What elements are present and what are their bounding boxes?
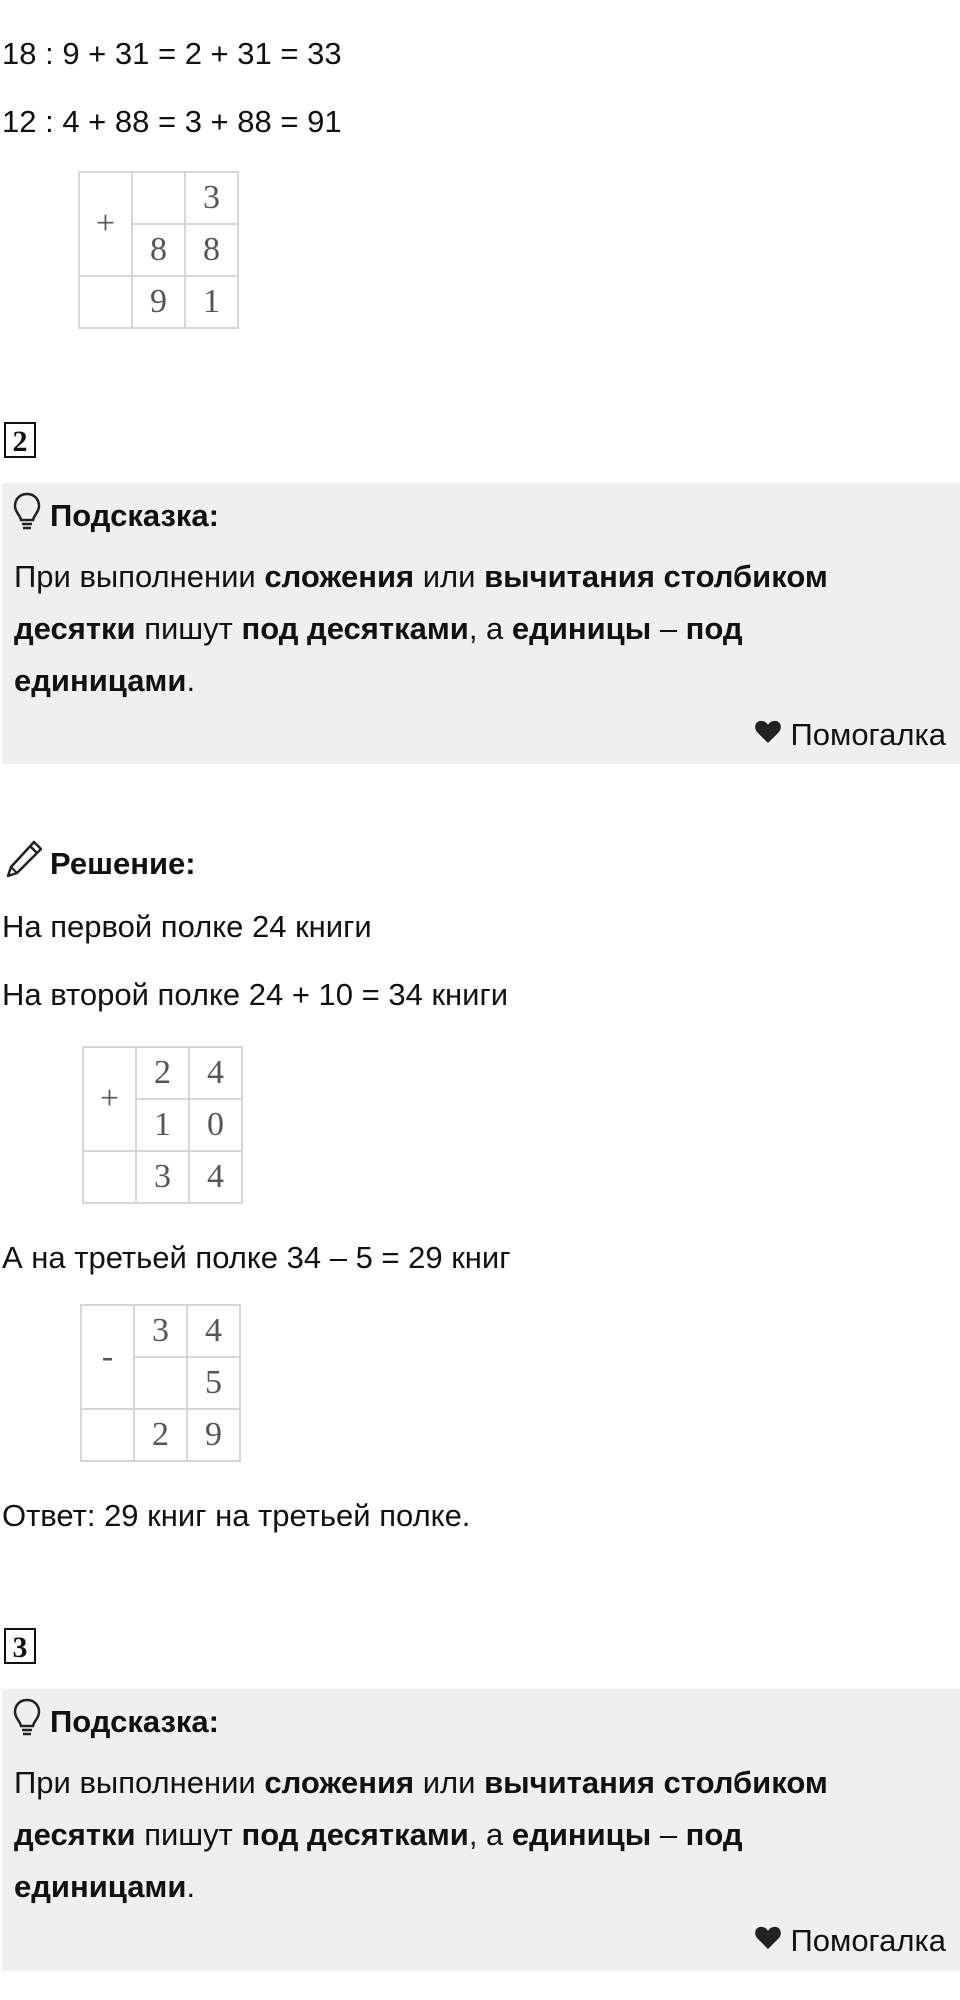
pencil-icon bbox=[4, 838, 44, 890]
credit-label: Помогалка bbox=[790, 1923, 946, 1958]
result-cell: 3 bbox=[136, 1151, 189, 1203]
column-subtraction-grid bbox=[80, 1304, 241, 1462]
empty-cell bbox=[81, 1409, 134, 1461]
hint-title-text: Подсказка: bbox=[50, 498, 219, 533]
column-addition-grid-2 bbox=[82, 1046, 243, 1204]
credit-label: Помогалка bbox=[790, 717, 946, 752]
task-number-2: 2 bbox=[4, 422, 36, 458]
credit-link[interactable] bbox=[754, 715, 946, 755]
digit-cell: 8 bbox=[132, 224, 185, 276]
credit-link[interactable] bbox=[754, 1921, 946, 1961]
digit-cell: 3 bbox=[134, 1305, 187, 1357]
result-cell: 9 bbox=[187, 1409, 240, 1461]
digit-cell: 4 bbox=[187, 1305, 240, 1357]
empty-cell bbox=[79, 276, 132, 328]
digit-cell bbox=[132, 172, 185, 224]
column-addition-grid-1 bbox=[78, 171, 239, 329]
result-cell: 1 bbox=[185, 276, 238, 328]
result-cell: 2 bbox=[134, 1409, 187, 1461]
heart-icon bbox=[754, 715, 782, 755]
result-cell: 4 bbox=[189, 1151, 242, 1203]
lightbulb-icon bbox=[12, 1697, 42, 1747]
hint-text: При выполнении сложения или вычитания столбиком десятки пишут под десятками, а единицы – под единицами. bbox=[14, 1765, 828, 1904]
empty-cell bbox=[83, 1151, 136, 1203]
lightbulb-icon bbox=[12, 491, 42, 541]
task-number-3: 3 bbox=[4, 1628, 36, 1664]
solution-title-text: Решение: bbox=[50, 846, 196, 881]
hint-box-task-3 bbox=[2, 1689, 960, 1971]
solution-line-2: На второй полке 24 + 10 = 34 книги bbox=[2, 977, 509, 1012]
equation-line-2: 12 : 4 + 88 = 3 + 88 = 91 bbox=[2, 104, 342, 139]
hint-text: При выполнении сложения или вычитания столбиком десятки пишут под десятками, а единицы – под единицами. bbox=[14, 559, 828, 698]
hint-box-task-2 bbox=[2, 483, 960, 764]
result-cell: 9 bbox=[132, 276, 185, 328]
operator-cell: - bbox=[81, 1305, 134, 1409]
digit-cell: 1 bbox=[136, 1099, 189, 1151]
equation-line-1: 18 : 9 + 31 = 2 + 31 = 33 bbox=[2, 36, 342, 71]
hint-title bbox=[12, 1697, 219, 1747]
solution-line-3: А на третьей полке 34 – 5 = 29 книг bbox=[2, 1240, 511, 1275]
digit-cell: 5 bbox=[187, 1357, 240, 1409]
hint-title-text: Подсказка: bbox=[50, 1704, 219, 1739]
answer-line: Ответ: 29 книг на третьей полке. bbox=[2, 1498, 471, 1533]
digit-cell: 0 bbox=[189, 1099, 242, 1151]
digit-cell: 8 bbox=[185, 224, 238, 276]
digit-cell: 2 bbox=[136, 1047, 189, 1099]
digit-cell: 4 bbox=[189, 1047, 242, 1099]
solution-title bbox=[4, 838, 196, 890]
digit-cell bbox=[134, 1357, 187, 1409]
operator-cell: + bbox=[79, 172, 132, 276]
heart-icon bbox=[754, 1921, 782, 1961]
digit-cell: 3 bbox=[185, 172, 238, 224]
hint-title bbox=[12, 491, 219, 541]
operator-cell: + bbox=[83, 1047, 136, 1151]
solution-line-1: На первой полке 24 книги bbox=[2, 909, 372, 944]
